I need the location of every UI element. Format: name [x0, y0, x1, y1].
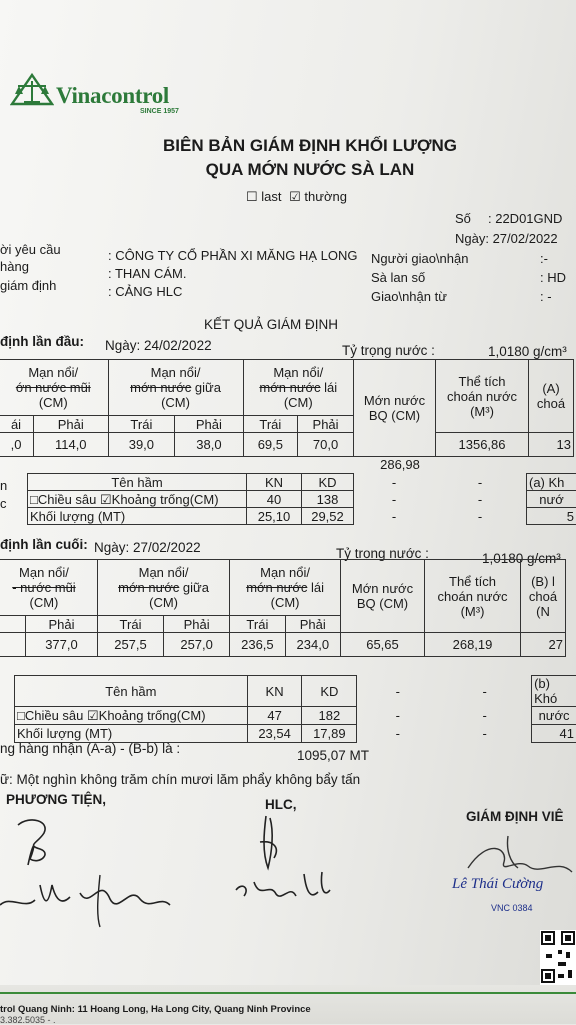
signature-vehicle-label: PHƯƠNG TIỆN, — [6, 792, 106, 807]
first-header-volume: Thể tích choán nước (M³) — [436, 360, 529, 433]
vehicle-signature-image — [0, 815, 180, 935]
doc-date: Ngày: 27/02/2022 — [455, 231, 558, 246]
last-depth-label: □Chiều sâu ☑Khoảng trống(CM) — [15, 707, 248, 725]
first-value-a: 13 — [529, 433, 574, 457]
company-logo-text: Vinacontrol — [56, 83, 169, 108]
last-density-label: Tỷ trọng nước : — [336, 546, 429, 561]
last-header-giua: Mạn nổi/ mớn nước giữa (CM) — [97, 560, 229, 616]
document-title-line2: QUA MỚN NƯỚC SÀ LAN — [205, 160, 415, 179]
result-title: KẾT QUẢ GIÁM ĐỊNH — [204, 317, 339, 332]
goods-label: hàng — [0, 259, 29, 274]
total-value: 1095,07 MT — [297, 748, 370, 763]
requester-value: : CÔNG TY CỔ PHẦN XI MĂNG HẠ LONG — [108, 248, 358, 263]
first-value-giua-trai: 39,0 — [108, 433, 175, 457]
total-in-words: ữ: Một nghìn không trăm chín mươi lăm phẩy không bẩy tấn — [0, 772, 361, 787]
first-header-bq: Mớn nước BQ (CM) — [354, 360, 436, 457]
last-value-lai-trai: 236,5 — [230, 633, 285, 657]
giao-nhan-label: Người giao\nhận — [371, 251, 469, 266]
first-survey-date: Ngày: 24/02/2022 — [105, 338, 212, 353]
first-density-label: Tỷ trọng nước : — [342, 343, 435, 358]
last-value-b: 27 — [521, 633, 566, 657]
first-value-bq: 286,98 — [380, 457, 420, 472]
doc-number-value: : 22D01GND — [488, 211, 563, 226]
first-hold-table: Tên hầm KN KD - - (a) Kh □Chiều sâu ☑Khoảng trống(CM) 40 138 - - nướ Khối lượng (MT) 25,10 29,52 - - 5 — [27, 473, 576, 525]
inspector-name-stamp: Lê Thái Cường — [452, 876, 544, 892]
last-hold-table: Tên hầm KN KD - - (b) Khó □Chiều sâu ☑Khoảng trống(CM) 47 182 - - nước Khối lượng (MT) 23,54 17,89 - - 41 — [14, 675, 576, 743]
first-value-mui-trai: ,0 — [0, 433, 34, 457]
salan-value: : HD — [540, 270, 566, 285]
requester-label: ời yêu cầu — [0, 242, 61, 257]
place-label: giám định — [0, 278, 57, 293]
place-value: : CẢNG HLC — [108, 284, 183, 299]
hlc-signature-image — [230, 812, 340, 912]
company-since: SINCE 1957 — [140, 108, 179, 115]
footer-phone: 3.382.5035 - . — [0, 1015, 56, 1025]
last-header-bq: Mớn nước BQ (CM) — [341, 560, 425, 633]
last-value-giua-trai: 257,5 — [97, 633, 163, 657]
footer-address: trol Quang Ninh: 11 Hoang Long, Ha Long City, Quang Ninh Province — [0, 1004, 311, 1015]
first-header-a: (A) choá — [529, 360, 574, 433]
last-header-lai: Mạn nổi/ mớn nước lái (CM) — [230, 560, 341, 616]
first-draft-table: Mạn nổi/ ớn nước mũi (CM) Mạn nổi/ mớn nước giữa (CM) Mạn nổi/ mớn nước lái (CM) Mớn nước BQ (CM) Thể tích choán nước (M³) (A) choá ái Phải Trái Phải Trái Phải ,0 114,0 39,0 38,0 69,5 70,0 1356,86 13 — [0, 359, 574, 457]
checkbox-empty-icon: ☐ — [246, 189, 258, 204]
first-header-giua: Mạn nổi/ mớn nước giữa (CM) — [108, 360, 243, 416]
last-value-bq: 65,65 — [341, 633, 425, 657]
first-density-value: 1,0180 g/cm³ — [488, 344, 567, 359]
checkbox-checked-icon: ☑ — [289, 189, 301, 204]
last-value-volume: 268,19 — [425, 633, 521, 657]
first-weight-label: Khối lượng (MT) — [28, 508, 247, 525]
signature-hlc-label: HLC, — [265, 797, 297, 812]
first-header-mui: Mạn nổi/ ớn nước mũi (CM) — [0, 360, 108, 416]
last-value-lai-phai: 234,0 — [285, 633, 340, 657]
signature-inspector-label: GIÁM ĐỊNH VIÊ — [466, 809, 564, 824]
last-header-mui: Mạn nổi/ - nước mũi (CM) — [0, 560, 97, 616]
document-title-line1: BIÊN BẢN GIÁM ĐỊNH KHỐI LƯỢNG — [163, 136, 457, 155]
last-survey-date: Ngày: 27/02/2022 — [94, 540, 201, 555]
salan-label: Sà lan số — [371, 270, 426, 285]
last-survey-heading: định lần cuối: — [0, 537, 88, 552]
vinacontrol-logo-icon — [10, 72, 54, 106]
last-header-volume: Thể tích choán nước (M³) — [425, 560, 521, 633]
nhan-tu-label: Giao\nhận từ — [371, 289, 447, 304]
option-thuong: thường — [304, 189, 347, 204]
total-label: ng hàng nhận (A-a) - (B-b) là : — [0, 741, 181, 756]
last-density-value: 1,0180 g/cm³ — [482, 551, 561, 566]
last-header-b: (B) l choá (N — [521, 560, 566, 633]
goods-value: : THAN CÁM. — [108, 266, 187, 281]
last-value-giua-phai: 257,0 — [164, 633, 230, 657]
qr-code-icon — [540, 930, 576, 986]
last-weight-label: Khối lượng (MT) — [15, 725, 248, 743]
first-header-lai: Mạn nổi/ mớn nước lái (CM) — [243, 360, 353, 416]
footer-divider — [0, 992, 576, 994]
first-survey-heading: định lần đầu: — [0, 334, 84, 349]
nhan-tu-value: : - — [540, 289, 552, 304]
first-value-volume: 1356,86 — [436, 433, 529, 457]
last-value-mui-phai: 377,0 — [26, 633, 98, 657]
giao-nhan-value: :- — [540, 251, 548, 266]
first-value-lai-phai: 70,0 — [298, 433, 354, 457]
first-depth-label: □Chiều sâu ☑Khoảng trống(CM) — [28, 491, 247, 508]
last-draft-table: Mạn nổi/ - nước mũi (CM) Mạn nổi/ mớn nước giữa (CM) Mạn nổi/ mớn nước lái (CM) Mớn nước BQ (CM) Thể tích choán nước (M³) (B) l choá (N Phải Trái Phải Trái Phải 377,0 257,5 257,0 236,5 234,0 65,65 268,19 27 — [0, 559, 566, 657]
option-last: ☐ last ☑ thường — [246, 189, 347, 204]
first-value-giua-phai: 38,0 — [175, 433, 243, 457]
inspector-code: VNC 0384 — [491, 903, 533, 913]
first-value-mui-phai: 114,0 — [34, 433, 109, 457]
doc-number-label: Số — [455, 211, 471, 226]
first-value-lai-trai: 69,5 — [243, 433, 298, 457]
